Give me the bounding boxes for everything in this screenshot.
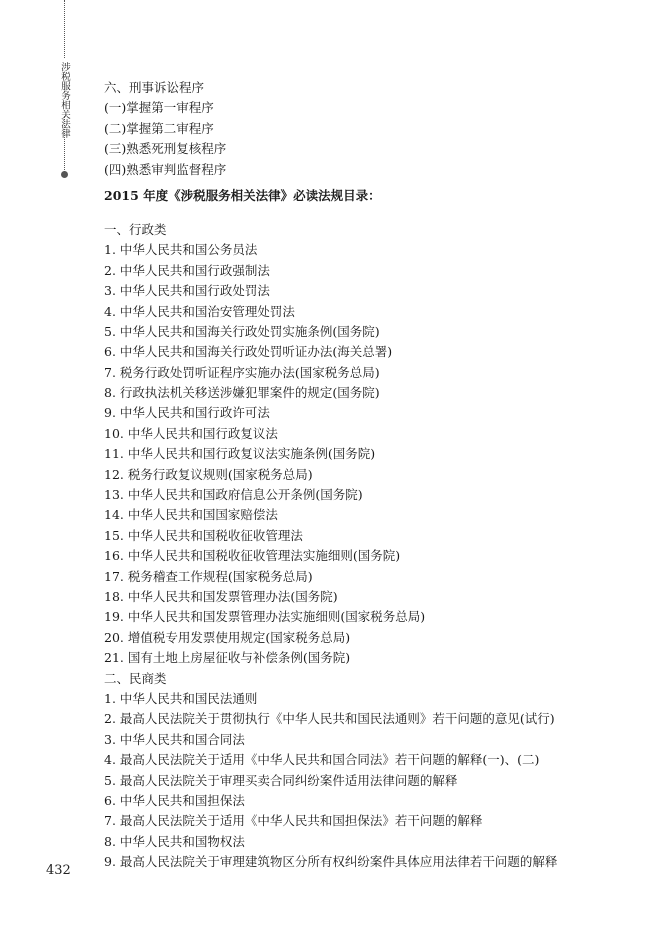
intro-line: (三)熟悉死刑复核程序 xyxy=(104,141,227,157)
list-item: 3. 中华人民共和国合同法 xyxy=(104,731,245,747)
list-item: 14. 中华人民共和国国家赔偿法 xyxy=(104,507,278,523)
intro-block xyxy=(104,78,604,180)
running-header-label: 涉税服务相关法律 xyxy=(59,62,70,138)
list-item: 5. 最高人民法院关于审理买卖合同纠纷案件适用法律问题的解释 xyxy=(104,772,458,788)
intro-line: 六、刑事诉讼程序 xyxy=(104,80,205,95)
list-item: 17. 税务稽查工作规程(国家税务总局) xyxy=(104,568,313,584)
list-item: 10. 中华人民共和国行政复议法 xyxy=(104,425,278,441)
intro-line: (二)掌握第二审程序 xyxy=(104,120,214,136)
list-item: 9. 最高人民法院关于审理建筑物区分所有权纠纷案件具体应用法律若干问题的解释 xyxy=(104,854,558,870)
section-title: 二、民商类 xyxy=(104,670,167,686)
dotted-rule-bottom xyxy=(64,116,65,172)
page-content xyxy=(104,78,604,872)
list-item: 4. 中华人民共和国治安管理处罚法 xyxy=(104,303,295,319)
list-item: 7. 税务行政处罚听证程序实施办法(国家税务总局) xyxy=(104,364,380,380)
page-number: 432 xyxy=(46,863,71,878)
list-item: 2. 最高人民法院关于贯彻执行《中华人民共和国民法通则》若干问题的意见(试行) xyxy=(104,711,555,727)
list-item: 5. 中华人民共和国海关行政处罚实施条例(国务院) xyxy=(104,323,380,339)
list-item: 1. 中华人民共和国公务员法 xyxy=(104,242,258,258)
list-item: 12. 税务行政复议规则(国家税务总局) xyxy=(104,466,313,482)
bullet-dot-icon xyxy=(61,171,68,178)
admin-section xyxy=(104,220,604,669)
list-item: 20. 增值税专用发票使用规定(国家税务总局) xyxy=(104,629,351,645)
list-item: 19. 中华人民共和国发票管理办法实施细则(国家税务总局) xyxy=(104,609,426,625)
list-item: 16. 中华人民共和国税收征收管理法实施细则(国务院) xyxy=(104,548,401,564)
list-item: 21. 国有土地上房屋征收与补偿条例(国务院) xyxy=(104,650,351,666)
list-item: 11. 中华人民共和国行政复议法实施条例(国务院) xyxy=(104,446,376,462)
intro-line: (一)掌握第一审程序 xyxy=(104,100,214,116)
intro-line: (四)熟悉审判监督程序 xyxy=(104,161,227,177)
list-item: 18. 中华人民共和国发票管理办法(国务院) xyxy=(104,588,338,604)
list-item: 9. 中华人民共和国行政许可法 xyxy=(104,405,270,421)
list-item: 7. 最高人民法院关于适用《中华人民共和国担保法》若干问题的解释 xyxy=(104,813,483,829)
list-item: 6. 中华人民共和国海关行政处罚听证办法(海关总署) xyxy=(104,344,393,360)
dotted-rule-top xyxy=(64,0,65,58)
list-item: 13. 中华人民共和国政府信息公开条例(国务院) xyxy=(104,487,363,503)
list-item: 8. 中华人民共和国物权法 xyxy=(104,833,245,849)
section-title: 一、行政类 xyxy=(104,221,167,237)
list-item: 15. 中华人民共和国税收征收管理法 xyxy=(104,527,303,543)
list-item: 6. 中华人民共和国担保法 xyxy=(104,792,245,808)
list-item: 3. 中华人民共和国行政处罚法 xyxy=(104,283,270,299)
list-item: 2. 中华人民共和国行政强制法 xyxy=(104,262,270,278)
list-item: 1. 中华人民共和国民法通则 xyxy=(104,690,258,706)
list-item: 4. 最高人民法院关于适用《中华人民共和国合同法》若干问题的解释(一)、(二) xyxy=(104,752,540,768)
section-heading: 2015 年度《涉税服务相关法律》必读法规目录： xyxy=(104,187,381,203)
list-item: 8. 行政执法机关移送涉嫌犯罪案件的规定(国务院) xyxy=(104,385,380,401)
civil-commercial-section xyxy=(104,669,604,873)
